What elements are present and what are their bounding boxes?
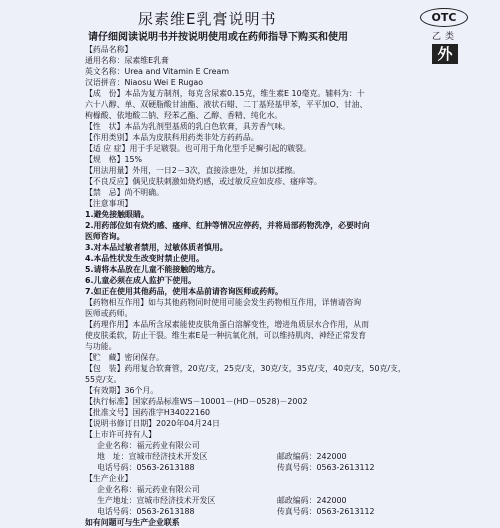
leaflet-line: 【上市许可持有人】: [85, 430, 157, 439]
leaflet-line: 通用名称：尿素维E乳膏: [85, 56, 169, 65]
leaflet-line: 六十八醇、单、双硬脂酸甘油酯、液状石蜡、二丁基羟基甲苯，平平加O、甘油、: [85, 100, 368, 109]
leaflet-lines: [85, 44, 415, 440]
holder-fax: 传真号码：0563-2613112: [277, 463, 375, 472]
leaflet-line: 【不良反应】偶见皮肤刺激如烧灼感，或过敏反应如皮疹、瘙痒等。: [85, 177, 322, 186]
leaflet-body: [85, 44, 415, 528]
external-use-mark: 外: [432, 44, 458, 64]
leaflet-line: 【注意事项】: [85, 199, 133, 208]
manufacturer-phone: 电话号码：0563-2613188: [97, 507, 195, 516]
manufacturer-address: 生产地址：宣城市经济技术开发区: [97, 496, 216, 505]
leaflet-line: 【药理作用】本品所含尿素能使皮肤角蛋白溶解变性，增进角质层水合作用，从而: [85, 320, 370, 329]
holder-block: [85, 440, 415, 473]
leaflet-line: 4.本品性状发生改变时禁止使用。: [85, 254, 204, 263]
leaflet-line: 枸橼酸、依地酸二钠、羟苯乙酯、乙醇、香精、纯化水。: [85, 111, 283, 120]
leaflet-line: 【用法用量】外用，一日2－3次，直接涂患处，并加以揉擦。: [85, 166, 301, 175]
leaflet-line: 【规 格】15%: [85, 155, 142, 164]
leaflet-line: 【性 状】本品为乳剂型基质的乳白色软膏，具芳香气味。: [85, 122, 291, 131]
holder-postcode: 邮政编码：242000: [277, 452, 347, 461]
manufacturer-block: [85, 484, 415, 517]
otc-oval-label: OTC: [420, 8, 468, 27]
leaflet-line: 使皮肤柔软，防止干裂。维生素E是一种抗氧化剂，可以维持肌肉、神经正常发育: [85, 331, 367, 340]
leaflet-line: 2.用药部位如有烧灼感、瘙痒、红肿等情况应停药，并将局部药物洗净，必要时向: [85, 221, 370, 230]
leaflet-line: 【药品名称】: [85, 45, 133, 54]
leaflet-line: 汉语拼音：Niaosu Wei E Rugao: [85, 78, 204, 87]
document-title: 尿素维E乳膏说明书: [138, 10, 277, 28]
otc-badge: [420, 8, 470, 64]
leaflet-line: 【执行标准】国家药品标准WS－10001－(HD－0528)－2002: [85, 397, 308, 406]
leaflet-line: 5.请将本品放在儿童不能接触的地方。: [85, 265, 220, 274]
leaflet-line: 【作用类别】本品为皮肤科用药类非处方药药品。: [85, 133, 259, 142]
manufacturer-name: 企业名称：福元药业有限公司: [97, 485, 200, 494]
leaflet-line: 【适 应 症】用于手足皲裂。也可用于角化型手足癣引起的皲裂。: [85, 144, 311, 153]
leaflet-line: 【药物相互作用】如与其他药物同时使用可能会发生药物相互作用，详情请咨询: [85, 298, 362, 307]
manufacturer-postcode: 邮政编码：242000: [277, 496, 347, 505]
leaflet-line: 7.如正在使用其他药品，使用本品前请咨询医师或药师。: [85, 287, 283, 296]
leaflet-line: 【包 装】药用复合软膏管，20克/支，25克/支，30克/支，35克/支，40克/支，50克/支，: [85, 364, 406, 373]
usage-warning: 请仔细阅读说明书并按说明使用或在药师指导下购买和使用: [88, 32, 348, 43]
otc-class-label: 乙类: [431, 32, 458, 42]
manufacturer-fax: 传真号码：0563-2613112: [277, 507, 375, 516]
contact-footer: 如有问题可与生产企业联系: [85, 518, 180, 527]
leaflet-line: 55克/支。: [85, 375, 122, 384]
manufacturer-heading: 【生产企业】: [85, 474, 133, 483]
leaflet-line: 【禁 忌】尚不明确。: [85, 188, 164, 197]
leaflet-line: 6.儿童必须在成人监护下使用。: [85, 276, 197, 285]
holder-address: 地 址：宣城市经济技术开发区: [97, 452, 208, 461]
leaflet-line: 【贮 藏】密闭保存。: [85, 353, 164, 362]
leaflet-line: 3.对本品过敏者禁用，过敏体质者慎用。: [85, 243, 228, 252]
leaflet-line: 英文名称：Urea and Vitamin E Cream: [85, 67, 230, 76]
leaflet-line: 医师咨询。: [85, 232, 125, 241]
leaflet-line: 【说明书修订日期】2020年04月24日: [85, 419, 220, 428]
leaflet-line: 【成 份】本品为复方制剂，每克含尿素0.15克，维生素E 10毫克。辅料为：十: [85, 89, 365, 98]
leaflet-line: 【批准文号】国药准字H34022160: [85, 408, 211, 417]
leaflet-line: 【有效期】36个月。: [85, 386, 159, 395]
leaflet-line: 医师或药师。: [85, 309, 133, 318]
leaflet-line: 1.避免接触眼睛。: [85, 210, 149, 219]
leaflet-line: 与功能。: [85, 342, 117, 351]
holder-name: 企业名称：福元药业有限公司: [97, 441, 200, 450]
holder-phone: 电话号码：0563-2613188: [97, 463, 195, 472]
